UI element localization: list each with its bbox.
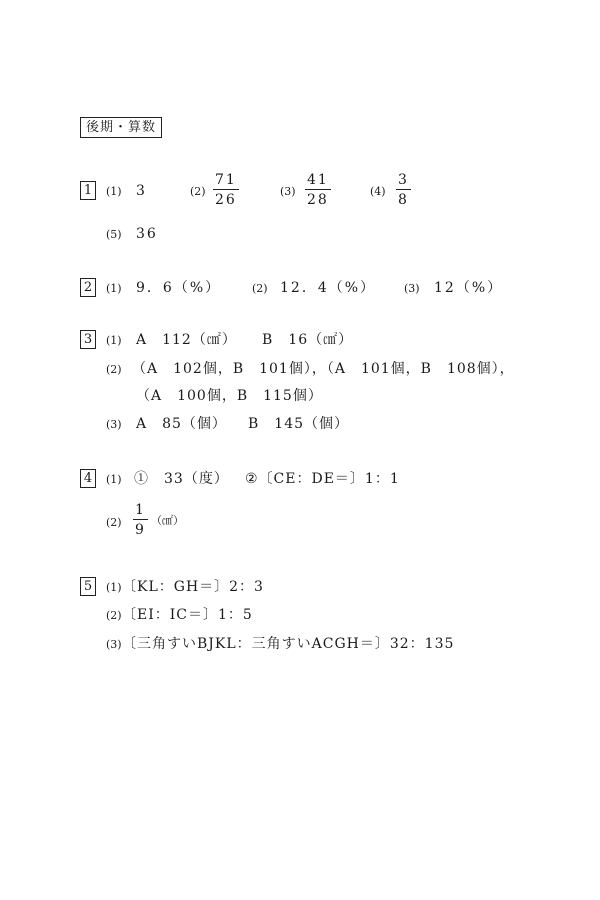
q3-part3-answer-a: A 85（個）: [136, 416, 227, 432]
q5-part1-label: (1): [106, 581, 122, 594]
q3-part3-answer-b: B 145（個）: [248, 416, 350, 432]
q2-part1-answer: 9．6（%）: [136, 280, 222, 296]
q3-part2-label: (2): [106, 363, 122, 376]
q4-part2-unit: （㎠）: [151, 514, 184, 527]
q1-part1-answer: 3: [136, 183, 147, 199]
q3-part1-answer-b: B 16（㎠）: [262, 332, 354, 348]
q1-part3-label: (3): [280, 185, 296, 198]
q5-part3-answer: 〔三角すいBJKL：三角すいACGH＝〕32：135: [122, 636, 455, 652]
fraction-numerator: 71: [215, 172, 237, 188]
q1-part2-fraction: [213, 173, 239, 207]
question-number-2: 2: [80, 278, 96, 297]
question-number-4: 4: [80, 469, 96, 488]
question-number-3: 3: [80, 330, 96, 349]
q5-part3-label: (3): [106, 638, 122, 651]
fraction-denominator: 8: [398, 192, 409, 208]
q3-part1-label: (1): [106, 334, 122, 347]
q1-part5-answer: 36: [136, 226, 158, 242]
q4-part1-answer-a: ① 33（度）: [134, 471, 229, 487]
q2-part2-answer: 12．4（%）: [280, 280, 377, 296]
q1-part5-label: (5): [106, 228, 122, 241]
q3-part2-answer-line1: （A 102個，B 101個），（A 101個，B 108個），: [132, 361, 515, 377]
q3-part3-label: (3): [106, 418, 122, 431]
fraction-numerator: 1: [135, 502, 146, 518]
fraction-numerator: 3: [398, 172, 409, 188]
q1-part1-label: (1): [106, 185, 122, 198]
question-number-1: 1: [80, 181, 96, 200]
q5-part2-answer: 〔EI：IC＝〕1：5: [122, 607, 253, 623]
fraction-denominator: 26: [215, 192, 237, 208]
q2-part2-label: (2): [252, 282, 268, 295]
question-number-5: 5: [80, 577, 96, 596]
q2-part1-label: (1): [106, 282, 122, 295]
q1-part2-label: (2): [190, 185, 206, 198]
q4-part1-label: (1): [106, 473, 122, 486]
fraction-numerator: 41: [307, 172, 329, 188]
q5-part2-label: (2): [106, 609, 122, 622]
q1-part4-label: (4): [370, 185, 386, 198]
fraction-denominator: 28: [307, 192, 329, 208]
q4-part2-label: (2): [106, 516, 122, 529]
page-title: 後期・算数: [80, 117, 162, 138]
q5-part1-answer: 〔KL：GH＝〕2：3: [122, 579, 264, 595]
q2-part3-answer: 12（%）: [434, 280, 504, 296]
fraction-denominator: 9: [135, 522, 146, 538]
q4-part1-answer-b: ②〔CE：DE＝〕1：1: [245, 471, 400, 487]
q2-part3-label: (3): [404, 282, 420, 295]
q3-part1-answer-a: A 112（㎠）: [136, 332, 237, 348]
q1-part4-fraction: [396, 173, 411, 207]
q3-part2-answer-line2: （A 100個，B 115個）: [136, 388, 323, 404]
q1-part3-fraction: [305, 173, 331, 207]
q4-part2-fraction: [133, 503, 148, 537]
